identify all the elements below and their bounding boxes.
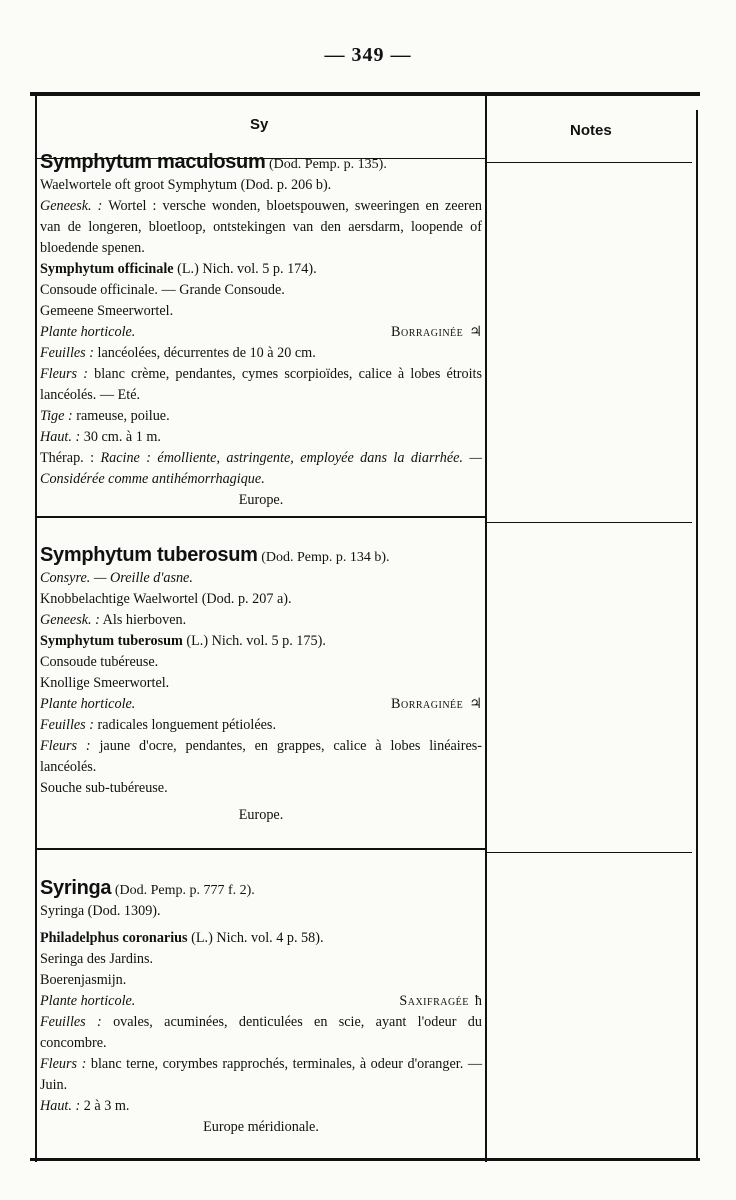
haut-label: Haut. : [40, 429, 81, 445]
tige-label: Tige : [40, 408, 73, 424]
french-name: Seringa des Jardins. [40, 951, 154, 967]
shrub-symbol: ħ [474, 993, 482, 1009]
fleurs-label: Fleurs : [40, 738, 91, 754]
entry-divider-1 [35, 516, 485, 518]
entry-divider-2 [35, 848, 485, 850]
top-rule [30, 92, 700, 96]
haut-text: 30 cm. à 1 m. [83, 429, 161, 445]
feuilles-label: Feuilles : [40, 1014, 102, 1030]
linnaean-reference: (L.) Nich. vol. 4 p. 58). [191, 930, 324, 946]
dutch-common-name: Boerenjasmijn. [40, 972, 127, 988]
perennial-symbol: ♃ [469, 696, 482, 712]
table-left-border [35, 96, 37, 1162]
column-header-notes: Notes [570, 122, 612, 139]
family-name: Borraginée [391, 324, 464, 340]
linnaean-genus: Philadelphus [40, 930, 119, 946]
old-name: Syringa (Dod. 1309). [40, 903, 161, 919]
plante-type: Plante horticole. [40, 696, 136, 712]
feuilles-text: radicales longuement pétiolées. [97, 717, 276, 733]
tige-text: rameuse, poilue. [76, 408, 170, 424]
plante-type: Plante horticole. [40, 324, 136, 340]
entry-title: Symphytum maculosum [40, 151, 266, 173]
french-name: Consoude officinale. — Grande Consoude. [40, 282, 285, 298]
french-name: Consoude tubéreuse. [40, 654, 159, 670]
geneesk-text: Wortel : versche wonden, bloetspouwen, sweeringen en zeeren van de longeren, bloetloop, ontstekingen van den aersdarm, loopende of bloedende spenen. [40, 198, 482, 256]
therap-label: Thérap. : [40, 450, 95, 466]
fleurs-text: blanc crème, pendantes, cymes scorpioïdes, calice à lobes étroits lancéolés. — Eté. [40, 366, 482, 403]
therap-text: émolliente, astringente, employée dans la diarrhée. — Considérée comme antihémorrhagique. [40, 450, 482, 487]
dutch-common-name: Gemeene Smeerwortel. [40, 303, 174, 319]
entry-reference: (Dod. Pemp. p. 777 f. 2). [114, 883, 255, 898]
entry-syringa [40, 878, 482, 1138]
table-middle-border [485, 96, 487, 1162]
haut-text: 2 à 3 m. [83, 1098, 130, 1114]
dutch-name: Waelwortele oft groot Symphytum (Dod. p. 206 b). [40, 177, 332, 193]
plante-type: Plante horticole. [40, 993, 136, 1009]
entry-reference: (Dod. Pemp. p. 134 b). [261, 550, 390, 565]
notes-divider-2 [487, 852, 692, 853]
dutch-name: Knobbelachtige Waelwortel (Dod. p. 207 a). [40, 591, 292, 607]
family-name: Borraginée [391, 696, 464, 712]
family-name: Saxifragée [399, 993, 469, 1009]
feuilles-label: Feuilles : [40, 717, 94, 733]
region: Europe méridionale. [203, 1119, 319, 1135]
region: Europe. [238, 807, 284, 823]
old-french-name: Consyre. — Oreille d'asne. [40, 570, 193, 586]
page-number: — 349 — [324, 44, 412, 66]
linnaean-reference: (L.) Nich. vol. 5 p. 174). [177, 261, 317, 277]
perennial-symbol: ♃ [469, 324, 482, 340]
souche-text: Souche sub-tubéreuse. [40, 780, 168, 796]
linnaean-species: coronarius [122, 930, 188, 946]
fleurs-label: Fleurs : [40, 366, 88, 382]
dutch-common-name: Knollige Smeerwortel. [40, 675, 170, 691]
geneesk-label: Geneesk. : [40, 198, 103, 214]
geneesk-label: Geneesk. : [40, 612, 100, 628]
haut-label: Haut. : [40, 1098, 81, 1114]
column-header-left: Sy [250, 116, 269, 133]
entry-symphytum-tuberosum [40, 545, 482, 826]
entry-title: Syringa [40, 877, 112, 899]
racine-label: Racine : [100, 450, 151, 466]
linnaean-reference: (L.) Nich. vol. 5 p. 175). [186, 633, 326, 649]
notes-header-divider [487, 162, 692, 163]
linnaean-name: Symphytum officinale [40, 261, 174, 277]
entry-title: Symphytum tuberosum [40, 544, 258, 566]
notes-divider-1 [487, 522, 692, 523]
linnaean-name: Symphytum tuberosum [40, 633, 183, 649]
entry-reference: (Dod. Pemp. p. 135). [269, 157, 387, 172]
table-right-border [696, 110, 698, 1160]
feuilles-label: Feuilles : [40, 345, 94, 361]
geneesk-text: Als hierboven. [102, 612, 187, 628]
feuilles-text: ovales, acuminées, denticulées en scie, ayant l'odeur du concombre. [40, 1014, 482, 1051]
fleurs-label: Fleurs : [40, 1056, 87, 1072]
region: Europe. [238, 492, 284, 508]
bottom-rule [30, 1158, 700, 1161]
fleurs-text: jaune d'ocre, pendantes, en grappes, calice à lobes linéaires-lancéolés. [40, 738, 483, 775]
entry-symphytum-maculosum [40, 152, 482, 511]
feuilles-text: lancéolées, décurrentes de 10 à 20 cm. [97, 345, 316, 361]
fleurs-text: blanc terne, corymbes rapprochés, terminales, à odeur d'oranger. — Juin. [40, 1056, 483, 1093]
